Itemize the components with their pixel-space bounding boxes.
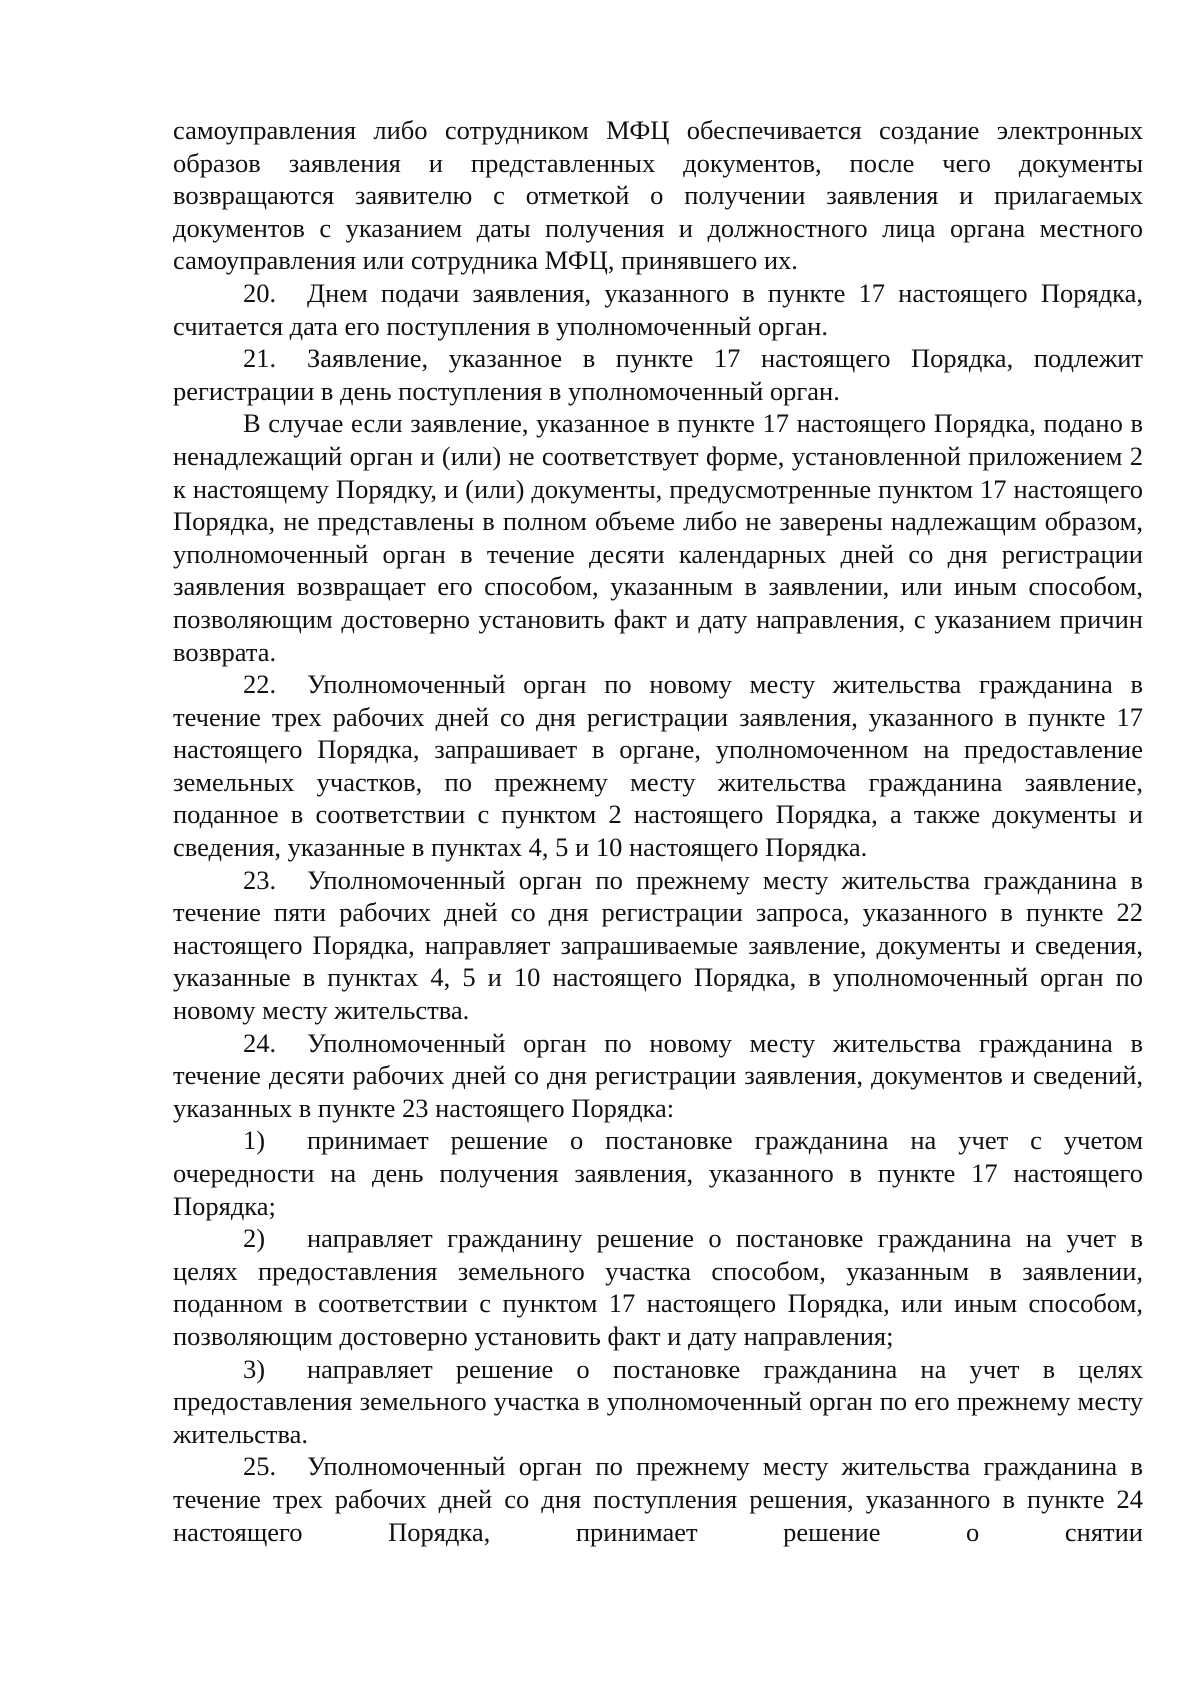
paragraph-text: Уполномоченный орган по прежнему месту жительства гражданина в течение пяти рабочих дней со дня регистрации запроса, указанного в пункте 22 настоящего Порядка, направляет запрашиваемые заявление, документы и сведения, указанные в пунктах 4, 5 и 10 настоящего Порядка, в уполномоченный орган по новому месту жительства. — [173, 864, 1143, 1026]
item-number: 22. — [243, 669, 277, 700]
item-number: 23. — [243, 864, 277, 895]
item-number: 21. — [243, 343, 277, 374]
paragraph-20 — [173, 277, 1143, 342]
paragraph-text: направляет решение о постановке гражданина на учет в целях предоставления земельного участка в уполномоченный орган по его прежнему месту жительства. — [173, 1353, 1143, 1449]
paragraph-text: Заявление, указанное в пункте 17 настоящего Порядка, подлежит регистрации в день поступления в уполномоченный орган. — [173, 343, 1143, 406]
paragraph-continuation — [173, 114, 1143, 277]
paragraph-text: Днем подачи заявления, указанного в пункте 17 настоящего Порядка, считается дата его поступления в уполномоченный орган. — [173, 277, 1143, 341]
subitem-24-3 — [173, 1353, 1143, 1451]
paragraph-23 — [173, 864, 1143, 1027]
paragraph-text: Уполномоченный орган по новому месту жительства гражданина в течение десяти рабочих дней со дня регистрации заявления, документов и сведений, указанных в пункте 23 настоящего Порядка: — [173, 1027, 1143, 1123]
item-number: 25. — [243, 1451, 277, 1482]
paragraph-21-return — [173, 407, 1143, 668]
paragraph-24 — [173, 1027, 1143, 1125]
paragraph-text: Уполномоченный орган по новому месту жительства гражданина в течение трех рабочих дней со дня регистрации заявления, указанного в пункте 17 настоящего Порядка, запрашивает в органе, уполномоченном на предоставление земельных участков, по прежнему месту жительства гражданина заявление, поданное в соответствии с пунктом 2 настоящего Порядка, а также документы и сведения, указанные в пунктах 4, 5 и 10 настоящего Порядка. — [173, 669, 1143, 863]
paragraph-text: принимает решение о постановке гражданина на учет с учетом очередности на день получения заявления, указанного в пункте 17 настоящего Порядка; — [173, 1125, 1143, 1221]
item-number: 3) — [243, 1353, 266, 1384]
paragraph-text: В случае если заявление, указанное в пункте 17 настоящего Порядка, подано в ненадлежащий орган и (или) не соответствует форме, установленной приложением 2 к настоящему Порядку, и (или) документы, предусмотренные пунктом 17 настоящего Порядка, не представлены в полном объеме либо не заверены надлежащим образом, уполномоченный орган в течение десяти календарных дней со дня регистрации заявления возвращает его способом, указанным в заявлении, или иным способом, позволяющим достоверно установить факт и дату направления, с указанием причин возврата. — [173, 408, 1143, 667]
subitem-24-1 — [173, 1124, 1143, 1222]
item-number: 2) — [243, 1223, 266, 1254]
paragraph-25 — [173, 1450, 1143, 1548]
paragraph-text: самоуправления либо сотрудником МФЦ обеспечивается создание электронных образов заявления и представленных документов, после чего документы возвращаются заявителю с отметкой о получении заявления и прилагаемых документов с указанием даты получения и должностного лица органа местного самоуправления или сотрудника МФЦ, принявшего их. — [173, 115, 1143, 276]
item-number: 1) — [243, 1125, 266, 1156]
paragraph-22 — [173, 668, 1143, 864]
paragraph-text: направляет гражданину решение о постановке гражданина на учет в целях предоставления земельного участка способом, указанным в заявлении, поданном в соответствии с пунктом 17 настоящего Порядка, или иным способом, позволяющим достоверно установить факт и дату направления; — [173, 1223, 1143, 1351]
paragraph-text: Уполномоченный орган по прежнему месту жительства гражданина в течение трех рабочих дней со дня поступления решения, указанного в пункте 24 настоящего Порядка, принимает решение о снятии — [173, 1451, 1143, 1547]
subitem-24-2 — [173, 1222, 1143, 1352]
item-number: 20. — [243, 277, 277, 308]
document-page — [173, 114, 1143, 1548]
paragraph-21 — [173, 342, 1143, 407]
item-number: 24. — [243, 1027, 277, 1058]
